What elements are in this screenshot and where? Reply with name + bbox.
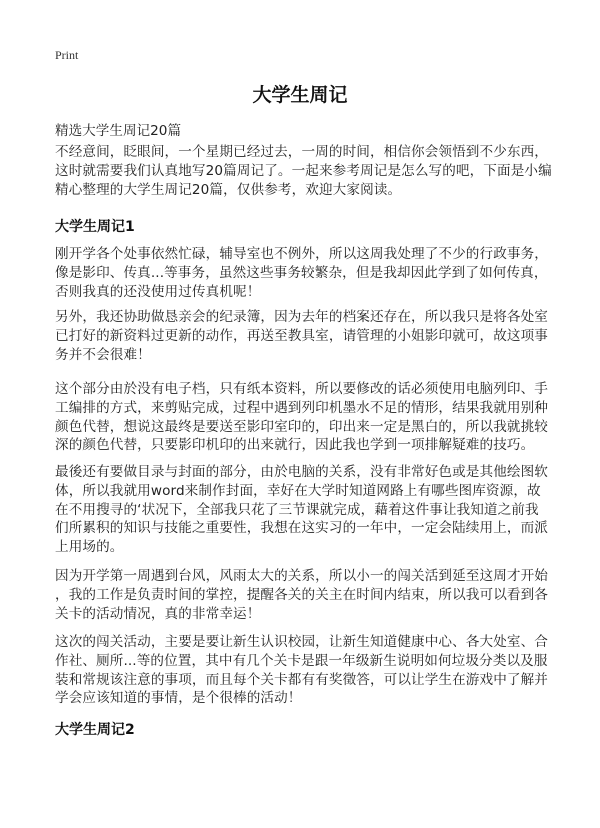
text-line: 务并不会很难！ bbox=[55, 346, 151, 363]
paragraph bbox=[55, 567, 548, 623]
text-line: 另外，我还协助做恳亲会的纪录簿，因为去年的档案还存在，所以我只是将各处室 bbox=[55, 309, 548, 325]
text-line: 最後还有要做目录与封面的部分，由於电脑的关系，没有非常好色或是其他绘图软 bbox=[55, 464, 548, 480]
text-line: 作社、厕所...等的位置，其中有几个关卡是跟一年级新生说明如何垃圾分类以及服 bbox=[55, 652, 548, 669]
text-line: 装和常规该注意的事项，而且每个关卡都有有奖徵答，可以让学生在游戏中了解并 bbox=[55, 671, 548, 688]
paragraph bbox=[55, 245, 548, 301]
text-line: 上用场的。 bbox=[55, 539, 124, 556]
subtitle: 精选大学生周记20篇 bbox=[55, 123, 182, 139]
text-line: 因为开学第一周遇到台风，风雨太大的关系，所以小一的闯关活到延至这周才开始 bbox=[55, 568, 548, 584]
paragraph bbox=[55, 463, 548, 557]
text-line: 不经意间，眨眼间，一个星期已经过去，一周的时间，相信你会领悟到不少东西， bbox=[55, 144, 548, 160]
text-line: 已打好的新资料过更新的动作，再送至教具室，请管理的小姐影印就可，故这项事 bbox=[55, 327, 548, 344]
text-line: ，我的工作是负责时间的掌控，提醒各关的关主在时间内结束，所以我可以看到各 bbox=[55, 586, 548, 603]
text-line: 体，所以我就用word来制作封面，幸好在大学时知道网路上有哪些图库资源，故 bbox=[55, 482, 541, 499]
page-title: 大学生周记 bbox=[252, 84, 348, 106]
text-line: 深的颜色代替，只要影印机印的出来就行，因此我也学到一项排解疑难的技巧。 bbox=[55, 437, 535, 454]
print-link[interactable]: Print bbox=[55, 48, 79, 62]
text-line: 这次的闯关活动，主要是要让新生认识校园，让新生知道健康中心、各大处室、合 bbox=[55, 634, 548, 650]
text-line: 学会应该知道的事情，是个很棒的活动！ bbox=[55, 690, 302, 707]
text-line: 这个部分由於没有电子档，只有纸本资料，所以要修改的话必须使用电脑列印、手 bbox=[55, 381, 548, 397]
paragraph bbox=[55, 633, 548, 708]
text-line: 颜色代替，想说这最终是要送至影印室印的，印出来一定是黑白的，所以我就挑较 bbox=[55, 418, 548, 435]
section-heading-1: 大学生周记1 bbox=[55, 219, 135, 235]
text-line: 精心整理的大学生周记20篇，仅供参考，欢迎大家阅读。 bbox=[55, 181, 402, 198]
text-line: 们所累积的知识与技能之重要性，我想在这实习的一年中，一定会陆续用上，而派 bbox=[55, 520, 548, 537]
paragraph bbox=[55, 380, 548, 455]
text-line: 工编排的方式，来剪贴完成，过程中遇到列印机墨水不足的情形，结果我就用别种 bbox=[55, 399, 548, 416]
paragraph bbox=[55, 308, 548, 364]
text-line: 刚开学各个处事依然忙碌，辅导室也不例外，所以这周我处理了不少的行政事务， bbox=[55, 246, 548, 262]
text-line: 否则我真的还没使用过传真机呢！ bbox=[55, 283, 261, 300]
text-line: 关卡的活动情况，真的非常幸运！ bbox=[55, 605, 261, 622]
section-heading-2: 大学生周记2 bbox=[55, 722, 135, 738]
text-line: 这时就需要我们认真地写20篇周记了。一起来参考周记是怎么写的吧，下面是小编 bbox=[55, 162, 552, 179]
text-line: 像是影印、传真...等事务，虽然这些事务较繁杂，但是我却因此学到了如何传真， bbox=[55, 264, 548, 281]
text-line: 在不用搜寻的‘状况下，全部我只花了三节课就完成，藉着这件事让我知道之前我 bbox=[55, 501, 539, 518]
intro-paragraph bbox=[55, 143, 552, 199]
